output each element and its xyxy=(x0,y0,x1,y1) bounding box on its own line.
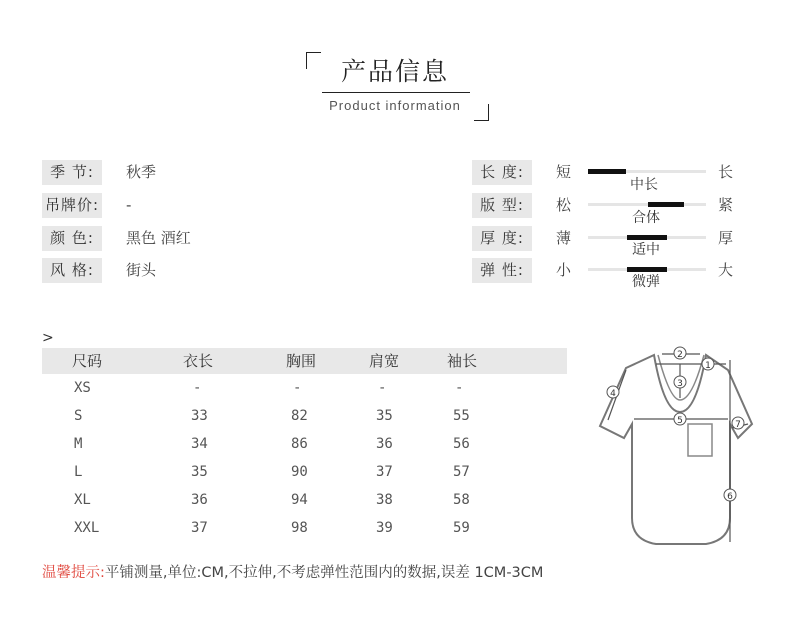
fit-track xyxy=(588,203,706,206)
fit-label: 版 型: xyxy=(472,193,532,218)
svg-text:1: 1 xyxy=(705,361,711,371)
elasticity-marker-text: 微弹 xyxy=(632,274,660,290)
cell-length: 33 xyxy=(191,408,208,424)
style-value: 街头 xyxy=(126,261,157,279)
cell-sleeve: 59 xyxy=(453,520,470,536)
svg-text:4: 4 xyxy=(610,389,616,399)
length-fill xyxy=(588,169,626,174)
cell-chest: 86 xyxy=(291,436,308,452)
cell-length: 36 xyxy=(191,492,208,508)
tag-price-value: - xyxy=(126,196,132,214)
marker-2 xyxy=(674,347,686,360)
length-label: 长 度: xyxy=(472,160,532,185)
cell-length: 35 xyxy=(191,464,208,480)
svg-text:6: 6 xyxy=(727,492,733,502)
cell-shoulder: 38 xyxy=(376,492,393,508)
length-left-text: 短 xyxy=(556,163,572,181)
thickness-left-text: 薄 xyxy=(556,229,572,247)
color-value: 黑色 酒红 xyxy=(126,229,191,247)
page-title: 产品信息 xyxy=(340,57,449,86)
cell-sleeve: 56 xyxy=(453,436,470,452)
season-label: 季 节: xyxy=(42,160,102,185)
header-sleeve: 袖长 xyxy=(447,352,478,370)
cell-shoulder: - xyxy=(378,380,387,396)
cell-shoulder: 36 xyxy=(376,436,393,452)
measurement-tip xyxy=(42,563,543,583)
cell-size: XS xyxy=(74,380,91,396)
cell-size: XXL xyxy=(74,520,100,536)
thickness-fill xyxy=(627,235,667,240)
header-chest: 胸围 xyxy=(286,352,317,370)
cell-length: - xyxy=(193,380,202,396)
svg-text:3: 3 xyxy=(677,379,683,389)
cell-length: 34 xyxy=(191,436,208,452)
cell-chest: 82 xyxy=(291,408,308,424)
marker-3 xyxy=(674,376,686,389)
header-shoulder: 肩宽 xyxy=(369,352,400,370)
length-right-text: 长 xyxy=(718,163,734,181)
cell-shoulder: 37 xyxy=(376,464,393,480)
header-size: 尺码 xyxy=(72,352,103,370)
cell-chest: - xyxy=(293,380,302,396)
thickness-right-text: 厚 xyxy=(718,229,734,247)
fit-left-text: 松 xyxy=(556,196,572,214)
cell-size: M xyxy=(74,436,83,452)
tip-label: 温馨提示: xyxy=(42,565,105,581)
color-label: 颜 色: xyxy=(42,226,102,251)
tag-price-label: 吊牌价: xyxy=(42,193,102,218)
thickness-label: 厚 度: xyxy=(472,226,532,251)
elasticity-fill xyxy=(627,267,667,272)
fit-marker-text: 合体 xyxy=(632,210,660,226)
cell-size: S xyxy=(74,408,83,424)
cell-size: XL xyxy=(74,492,91,508)
header-length: 衣长 xyxy=(183,352,214,370)
cell-shoulder: 35 xyxy=(376,408,393,424)
cell-chest: 90 xyxy=(291,464,308,480)
cell-chest: 94 xyxy=(291,492,308,508)
cell-shoulder: 39 xyxy=(376,520,393,536)
elasticity-right-text: 大 xyxy=(718,261,734,279)
cell-sleeve: - xyxy=(455,380,464,396)
size-table-header xyxy=(42,348,567,374)
tshirt-measurement-diagram xyxy=(596,340,756,550)
bracket-bottom-right xyxy=(474,104,489,121)
title-underline xyxy=(322,92,470,93)
length-marker-text: 中长 xyxy=(630,177,658,193)
thickness-marker-text: 适中 xyxy=(632,242,660,258)
page-subtitle: Product information xyxy=(329,98,461,113)
season-value: 秋季 xyxy=(126,163,157,181)
cell-length: 37 xyxy=(191,520,208,536)
style-label: 风 格: xyxy=(42,258,102,283)
cell-sleeve: 57 xyxy=(453,464,470,480)
table-arrow: > xyxy=(42,330,54,346)
cell-sleeve: 58 xyxy=(453,492,470,508)
cell-chest: 98 xyxy=(291,520,308,536)
elasticity-left-text: 小 xyxy=(556,261,572,279)
cell-size: L xyxy=(74,464,83,480)
elasticity-label: 弹 性: xyxy=(472,258,532,283)
fit-right-text: 紧 xyxy=(718,196,734,214)
svg-text:2: 2 xyxy=(677,350,683,360)
tip-text: 平铺测量,单位:CM,不拉伸,不考虑弹性范围内的数据,误差 1CM-3CM xyxy=(104,565,544,581)
cell-sleeve: 55 xyxy=(453,408,470,424)
svg-text:5: 5 xyxy=(677,416,683,426)
fit-fill xyxy=(648,202,684,207)
svg-text:7: 7 xyxy=(735,420,741,430)
